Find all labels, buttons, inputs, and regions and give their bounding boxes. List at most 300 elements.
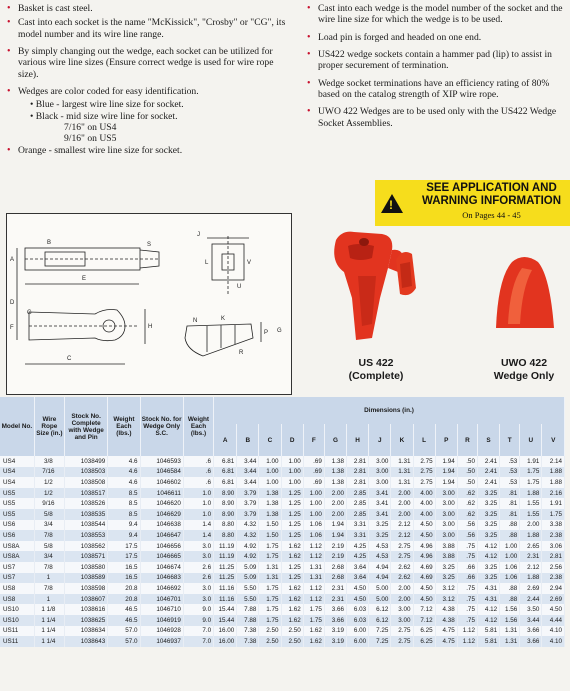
table-cell: 3.00 (369, 456, 391, 467)
product-photos (318, 228, 570, 353)
table-cell: 2.81 (347, 477, 369, 488)
table-cell: .75 (457, 551, 477, 562)
dim-label: F (10, 325, 14, 331)
table-cell: 3.25 (477, 520, 499, 531)
table-cell: 11.19 (214, 541, 237, 552)
table-cell: 1038526 (64, 498, 107, 509)
dim-label: B (47, 240, 52, 246)
header-dimensions: Dimensions (in.) (214, 397, 565, 424)
table-cell: 4.6 (108, 467, 140, 478)
table-cell: 2.00 (324, 498, 346, 509)
table-cell: US6 (0, 520, 34, 531)
table-cell: 3.12 (435, 583, 457, 594)
table-cell: 1046620 (140, 498, 183, 509)
table-cell: 6.00 (347, 636, 369, 647)
table-cell: .69 (303, 477, 324, 488)
table-cell: 1 1/4 (34, 626, 64, 637)
header-stock-wedge: Stock No. for Wedge Only S.C. (140, 397, 183, 456)
caption-uwo422: UWO 422 Wedge Only (493, 357, 555, 383)
table-cell: 4.25 (347, 541, 369, 552)
table-cell: 1038535 (64, 509, 107, 520)
table-row (0, 520, 565, 531)
color-code-black-us5: 9/16" on US5 (64, 133, 117, 145)
table-cell: 3.88 (435, 541, 457, 552)
header-dim: U (520, 424, 542, 456)
table-cell: .88 (500, 583, 520, 594)
feature-item: • By simply changing out the wedge, each socket can be utilized for various wire line sizes (Ensure correct wedge is used for wire rope size). (6, 46, 294, 80)
table-cell: 7.25 (369, 626, 391, 637)
table-cell: US10 (0, 604, 34, 615)
table-cell: 20.8 (108, 583, 140, 594)
table-cell: .66 (457, 562, 477, 573)
table-cell: 1.75 (259, 615, 281, 626)
table-cell: 2.75 (391, 636, 413, 647)
table-cell: 3.00 (369, 467, 391, 478)
table-cell: 3.25 (477, 498, 499, 509)
table-cell: 2.00 (391, 583, 413, 594)
table-cell: 2.81 (347, 456, 369, 467)
warning-banner (375, 180, 570, 226)
table-cell: .6 (183, 456, 213, 467)
table-cell: 4.69 (413, 573, 435, 584)
table-cell: 1.62 (281, 541, 303, 552)
table-cell: 3.44 (237, 467, 259, 478)
table-cell: 7.38 (237, 636, 259, 647)
table-cell: 1.31 (303, 573, 324, 584)
table-cell: 8.5 (108, 509, 140, 520)
table-cell: 4.92 (237, 551, 259, 562)
table-cell: 2.12 (520, 562, 542, 573)
table-cell: 3.0 (183, 541, 213, 552)
caption-us422: US 422 (Complete) (348, 357, 404, 383)
table-cell: 1046584 (140, 467, 183, 478)
table-cell: .75 (457, 594, 477, 605)
table-cell: .6 (183, 477, 213, 488)
feature-item: • Cast into each wedge is the model number of the socket and the wire line size for which the wedge is to be used. (306, 3, 564, 26)
table-cell: 4.50 (413, 520, 435, 531)
table-cell: 1.00 (303, 498, 324, 509)
table-cell: .53 (500, 477, 520, 488)
table-cell: 7.88 (237, 615, 259, 626)
table-cell: 6.81 (214, 467, 237, 478)
table-cell: 2.00 (391, 594, 413, 605)
table-cell: 1046701 (140, 594, 183, 605)
table-cell: .75 (457, 604, 477, 615)
dim-label: J (197, 232, 200, 238)
table-cell: 1.62 (281, 551, 303, 562)
table-cell: 3.66 (324, 604, 346, 615)
table-cell: US8 (0, 583, 34, 594)
table-cell: 1.91 (542, 498, 565, 509)
table-cell: 17.5 (108, 551, 140, 562)
table-cell: 1.88 (542, 467, 565, 478)
table-cell: 1.88 (520, 488, 542, 499)
table-cell: 2.14 (542, 456, 565, 467)
table-cell: 1.75 (520, 467, 542, 478)
table-cell: 3.64 (347, 573, 369, 584)
table-cell: 1.25 (281, 573, 303, 584)
table-cell: 4.53 (369, 551, 391, 562)
header-weight-each: Weight Each (lbs.) (108, 397, 140, 456)
table-cell: 4.94 (369, 573, 391, 584)
table-cell: 3.31 (347, 520, 369, 531)
header-dim: V (542, 424, 565, 456)
table-cell: 7.38 (237, 626, 259, 637)
table-cell: 1.55 (520, 498, 542, 509)
table-cell: 6.25 (413, 636, 435, 647)
table-cell: 1.4 (183, 520, 213, 531)
table-cell: 3.0 (183, 594, 213, 605)
header-dim: B (237, 424, 259, 456)
table-cell: 8.90 (214, 498, 237, 509)
table-row (0, 509, 565, 520)
table-cell: 4.12 (477, 604, 499, 615)
header-dim: J (369, 424, 391, 456)
header-dim: A (214, 424, 237, 456)
table-cell: 3.00 (435, 520, 457, 531)
dim-label: L (205, 260, 209, 266)
table-cell: 3.25 (435, 573, 457, 584)
table-row (0, 626, 565, 637)
table-cell: 1046656 (140, 541, 183, 552)
table-cell: 4.00 (413, 498, 435, 509)
table-cell: 1.0 (183, 509, 213, 520)
header-dim: P (435, 424, 457, 456)
table-cell: 3.66 (324, 615, 346, 626)
table-cell: 57.0 (108, 636, 140, 647)
table-cell: 16.5 (108, 573, 140, 584)
table-cell: .6 (183, 467, 213, 478)
table-cell: 1.00 (500, 541, 520, 552)
table-cell: 9.0 (183, 615, 213, 626)
table-cell: 1.31 (391, 467, 413, 478)
warning-title-2: WARNING INFORMATION (421, 195, 562, 207)
table-cell: 3/8 (34, 456, 64, 467)
table-cell: 1.12 (457, 626, 477, 637)
table-cell: 1038544 (64, 520, 107, 531)
dim-label: U (237, 284, 242, 290)
table-cell: 1046647 (140, 530, 183, 541)
table-cell: 1.25 (281, 509, 303, 520)
feature-item: • Wedges are color coded for easy identification. (6, 86, 294, 97)
table-cell: 1 1/4 (34, 615, 64, 626)
header-model: Model No. (0, 397, 34, 456)
table-cell: 2.6 (183, 573, 213, 584)
dim-label: A (10, 257, 15, 263)
table-cell: 1.88 (542, 477, 565, 488)
table-cell: 1.38 (324, 467, 346, 478)
table-cell: 2.31 (324, 583, 346, 594)
table-cell: 3.00 (369, 477, 391, 488)
features-left (6, 3, 294, 163)
table-cell: 3.19 (324, 626, 346, 637)
table-cell: 46.5 (108, 615, 140, 626)
table-cell: 1038508 (64, 477, 107, 488)
table-cell: 4.12 (477, 551, 499, 562)
table-row (0, 498, 565, 509)
table-cell: 2.16 (542, 488, 565, 499)
table-cell: 1.31 (259, 573, 281, 584)
table-cell: 3.66 (520, 626, 542, 637)
feature-item: • Basket is cast steel. (6, 3, 294, 14)
table-cell: 1038643 (64, 636, 107, 647)
table-cell: 2.41 (477, 456, 499, 467)
table-row (0, 583, 565, 594)
table-cell: 4.53 (369, 541, 391, 552)
uwo422-wedge-photo (496, 257, 554, 328)
dim-label: K (221, 316, 226, 322)
header-dim: T (500, 424, 520, 456)
table-cell: 4.10 (542, 626, 565, 637)
table-cell: 9.0 (183, 604, 213, 615)
table-cell: 1/2 (34, 477, 64, 488)
table-cell: .50 (457, 467, 477, 478)
table-cell: 7/8 (34, 583, 64, 594)
color-code-blue: • Blue - largest wire line size for socket. (30, 99, 184, 111)
table-cell: 1.94 (435, 467, 457, 478)
table-cell: 7/8 (34, 530, 64, 541)
table-cell: 4.00 (413, 488, 435, 499)
table-cell: 1.00 (281, 456, 303, 467)
warning-title-1: SEE APPLICATION AND (426, 182, 557, 194)
header-dim: H (347, 424, 369, 456)
color-code-orange: • Orange - smallest wire line size for socket. (6, 145, 294, 156)
table-cell: 4.50 (347, 594, 369, 605)
header-stock-complete: Stock No. Complete with Wedge and Pin (64, 397, 107, 456)
table-cell: 15.44 (214, 604, 237, 615)
table-cell: 3.19 (324, 636, 346, 647)
table-cell: 4.32 (237, 520, 259, 531)
table-cell: 1.62 (281, 594, 303, 605)
table-cell: .50 (457, 477, 477, 488)
table-cell: 2.00 (324, 488, 346, 499)
table-cell: US5 (0, 509, 34, 520)
table-cell: 1.0 (183, 498, 213, 509)
table-cell: 1038607 (64, 594, 107, 605)
table-cell: 3.79 (237, 498, 259, 509)
table-cell: 2.85 (347, 498, 369, 509)
table-row (0, 594, 565, 605)
table-cell: 4.50 (413, 583, 435, 594)
header-weight-wedge: Weight Each (lbs.) (183, 397, 213, 456)
table-cell: 2.50 (259, 626, 281, 637)
table-cell: .53 (500, 467, 520, 478)
table-cell: 1.31 (259, 562, 281, 573)
table-cell: 1.75 (259, 583, 281, 594)
table-row (0, 551, 565, 562)
technical-drawing (6, 213, 292, 395)
table-cell: US5 (0, 488, 34, 499)
table-cell: 2.12 (391, 530, 413, 541)
table-cell: 11.16 (214, 594, 237, 605)
table-cell: 1.31 (391, 477, 413, 488)
table-cell: 3.12 (435, 594, 457, 605)
table-cell: 5.09 (237, 573, 259, 584)
table-cell: 1.25 (281, 498, 303, 509)
table-cell: 4.32 (237, 530, 259, 541)
dim-label: G (277, 328, 282, 334)
table-cell: 4.69 (413, 562, 435, 573)
table-cell: 6.03 (347, 615, 369, 626)
table-cell: .69 (303, 467, 324, 478)
table-cell: 1.31 (391, 456, 413, 467)
table-cell: 2.19 (324, 551, 346, 562)
table-cell: 1046638 (140, 520, 183, 531)
table-cell: .56 (457, 530, 477, 541)
table-cell: .66 (457, 573, 477, 584)
table-cell: US7 (0, 562, 34, 573)
table-cell: 2.68 (324, 562, 346, 573)
table-cell: 1038634 (64, 626, 107, 637)
warning-triangle-icon: ! (381, 194, 403, 213)
table-cell: 1046928 (140, 626, 183, 637)
table-cell: 3.41 (369, 498, 391, 509)
table-cell: 1.12 (457, 636, 477, 647)
table-cell: 5.50 (237, 594, 259, 605)
table-cell: 2.69 (520, 583, 542, 594)
table-cell: 4.6 (108, 456, 140, 467)
table-cell: 1.38 (259, 498, 281, 509)
table-cell: 4.00 (413, 509, 435, 520)
table-cell: 1 (34, 594, 64, 605)
dim-label: E (82, 276, 87, 282)
table-cell: 1046692 (140, 583, 183, 594)
table-cell: 1.25 (281, 530, 303, 541)
table-cell: US4 (0, 456, 34, 467)
wedge-socket-diagram (7, 214, 291, 394)
table-cell: 1.00 (281, 467, 303, 478)
table-row (0, 488, 565, 499)
table-cell: 1.50 (259, 530, 281, 541)
table-cell: 2.00 (391, 498, 413, 509)
table-cell: 1038517 (64, 488, 107, 499)
table-cell: 6.03 (347, 604, 369, 615)
table-cell: 2.75 (391, 626, 413, 637)
table-cell: 8.80 (214, 520, 237, 531)
table-cell: 2.81 (347, 467, 369, 478)
table-cell: 1.56 (500, 604, 520, 615)
table-cell: 1.25 (281, 520, 303, 531)
table-cell: 1.50 (259, 520, 281, 531)
table-cell: .69 (303, 456, 324, 467)
table-cell: 1046611 (140, 488, 183, 499)
dim-label: S (147, 242, 152, 248)
table-row (0, 604, 565, 615)
table-cell: 1.12 (303, 594, 324, 605)
table-cell: 3.79 (237, 488, 259, 499)
header-dim: K (391, 424, 413, 456)
table-cell: 3.41 (369, 488, 391, 499)
header-dim: S (477, 424, 499, 456)
table-cell: .62 (457, 488, 477, 499)
table-cell: 3.25 (369, 530, 391, 541)
table-cell: 6.12 (369, 615, 391, 626)
table-cell: 3.25 (435, 562, 457, 573)
table-cell: 3.00 (391, 615, 413, 626)
table-cell: 8.5 (108, 488, 140, 499)
table-cell: 4.75 (435, 636, 457, 647)
table-cell: 1 1/4 (34, 636, 64, 647)
table-cell: US11 (0, 636, 34, 647)
dim-label: H (148, 324, 153, 330)
table-cell: 4.38 (435, 615, 457, 626)
table-cell: 3/4 (34, 520, 64, 531)
table-cell: 3.00 (435, 530, 457, 541)
table-cell: 7.0 (183, 636, 213, 647)
table-cell: 1.75 (259, 541, 281, 552)
table-cell: 1.91 (520, 456, 542, 467)
table-cell: US8A (0, 551, 34, 562)
table-cell: 1.00 (500, 551, 520, 562)
table-cell: 57.0 (108, 626, 140, 637)
table-cell: .53 (500, 456, 520, 467)
table-cell: 4.50 (413, 530, 435, 541)
table-cell: 20.8 (108, 594, 140, 605)
table-cell: 3.25 (369, 520, 391, 531)
table-cell: 2.75 (413, 456, 435, 467)
table-cell: 2.00 (520, 520, 542, 531)
table-cell: 5/8 (34, 509, 64, 520)
table-cell: .50 (457, 456, 477, 467)
specification-table (0, 397, 565, 647)
table-cell: US11 (0, 626, 34, 637)
table-cell: US6 (0, 530, 34, 541)
color-code-black-us4: 7/16" on US4 (64, 121, 117, 133)
table-cell: 1038598 (64, 583, 107, 594)
feature-item: • Wedge socket terminations have an efficiency rating of 80% based on the catalog strength of XIP wire rope. (306, 78, 564, 101)
table-cell: 4.38 (435, 604, 457, 615)
table-cell: 1046937 (140, 636, 183, 647)
feature-item: • Load pin is forged and headed on one end. (306, 32, 564, 43)
table-cell: .81 (500, 509, 520, 520)
dim-label: P (264, 330, 269, 336)
table-cell: 4.92 (237, 541, 259, 552)
table-cell: 1.62 (281, 615, 303, 626)
table-cell: 2.75 (391, 551, 413, 562)
table-cell: 5.50 (237, 583, 259, 594)
table-cell: 1.00 (259, 456, 281, 467)
table-cell: 1 (34, 573, 64, 584)
table-cell: 4.50 (413, 594, 435, 605)
table-cell: 1.38 (259, 509, 281, 520)
table-cell: 2.38 (542, 573, 565, 584)
table-cell: 9/16 (34, 498, 64, 509)
table-cell: 2.50 (281, 636, 303, 647)
header-dim: C (259, 424, 281, 456)
table-cell: 5.81 (477, 636, 499, 647)
table-cell: 4.96 (413, 541, 435, 552)
table-cell: 1038589 (64, 573, 107, 584)
table-cell: 2.12 (391, 520, 413, 531)
table-cell: 3.00 (435, 509, 457, 520)
table-cell: 1.94 (324, 520, 346, 531)
table-cell: 1046602 (140, 477, 183, 488)
table-cell: 5.81 (477, 626, 499, 637)
table-cell: .56 (457, 520, 477, 531)
table-cell: 3.88 (435, 551, 457, 562)
table-cell: 1.56 (500, 615, 520, 626)
table-cell: 1.75 (259, 604, 281, 615)
table-cell: 1.12 (303, 583, 324, 594)
table-cell: 3.25 (477, 562, 499, 573)
table-cell: 1.75 (542, 509, 565, 520)
table-cell: US10 (0, 615, 34, 626)
table-cell: 9.4 (108, 520, 140, 531)
table-cell: 2.38 (542, 530, 565, 541)
table-cell: 3.50 (520, 604, 542, 615)
dim-label: D (10, 300, 15, 306)
table-cell: 7.25 (369, 636, 391, 647)
